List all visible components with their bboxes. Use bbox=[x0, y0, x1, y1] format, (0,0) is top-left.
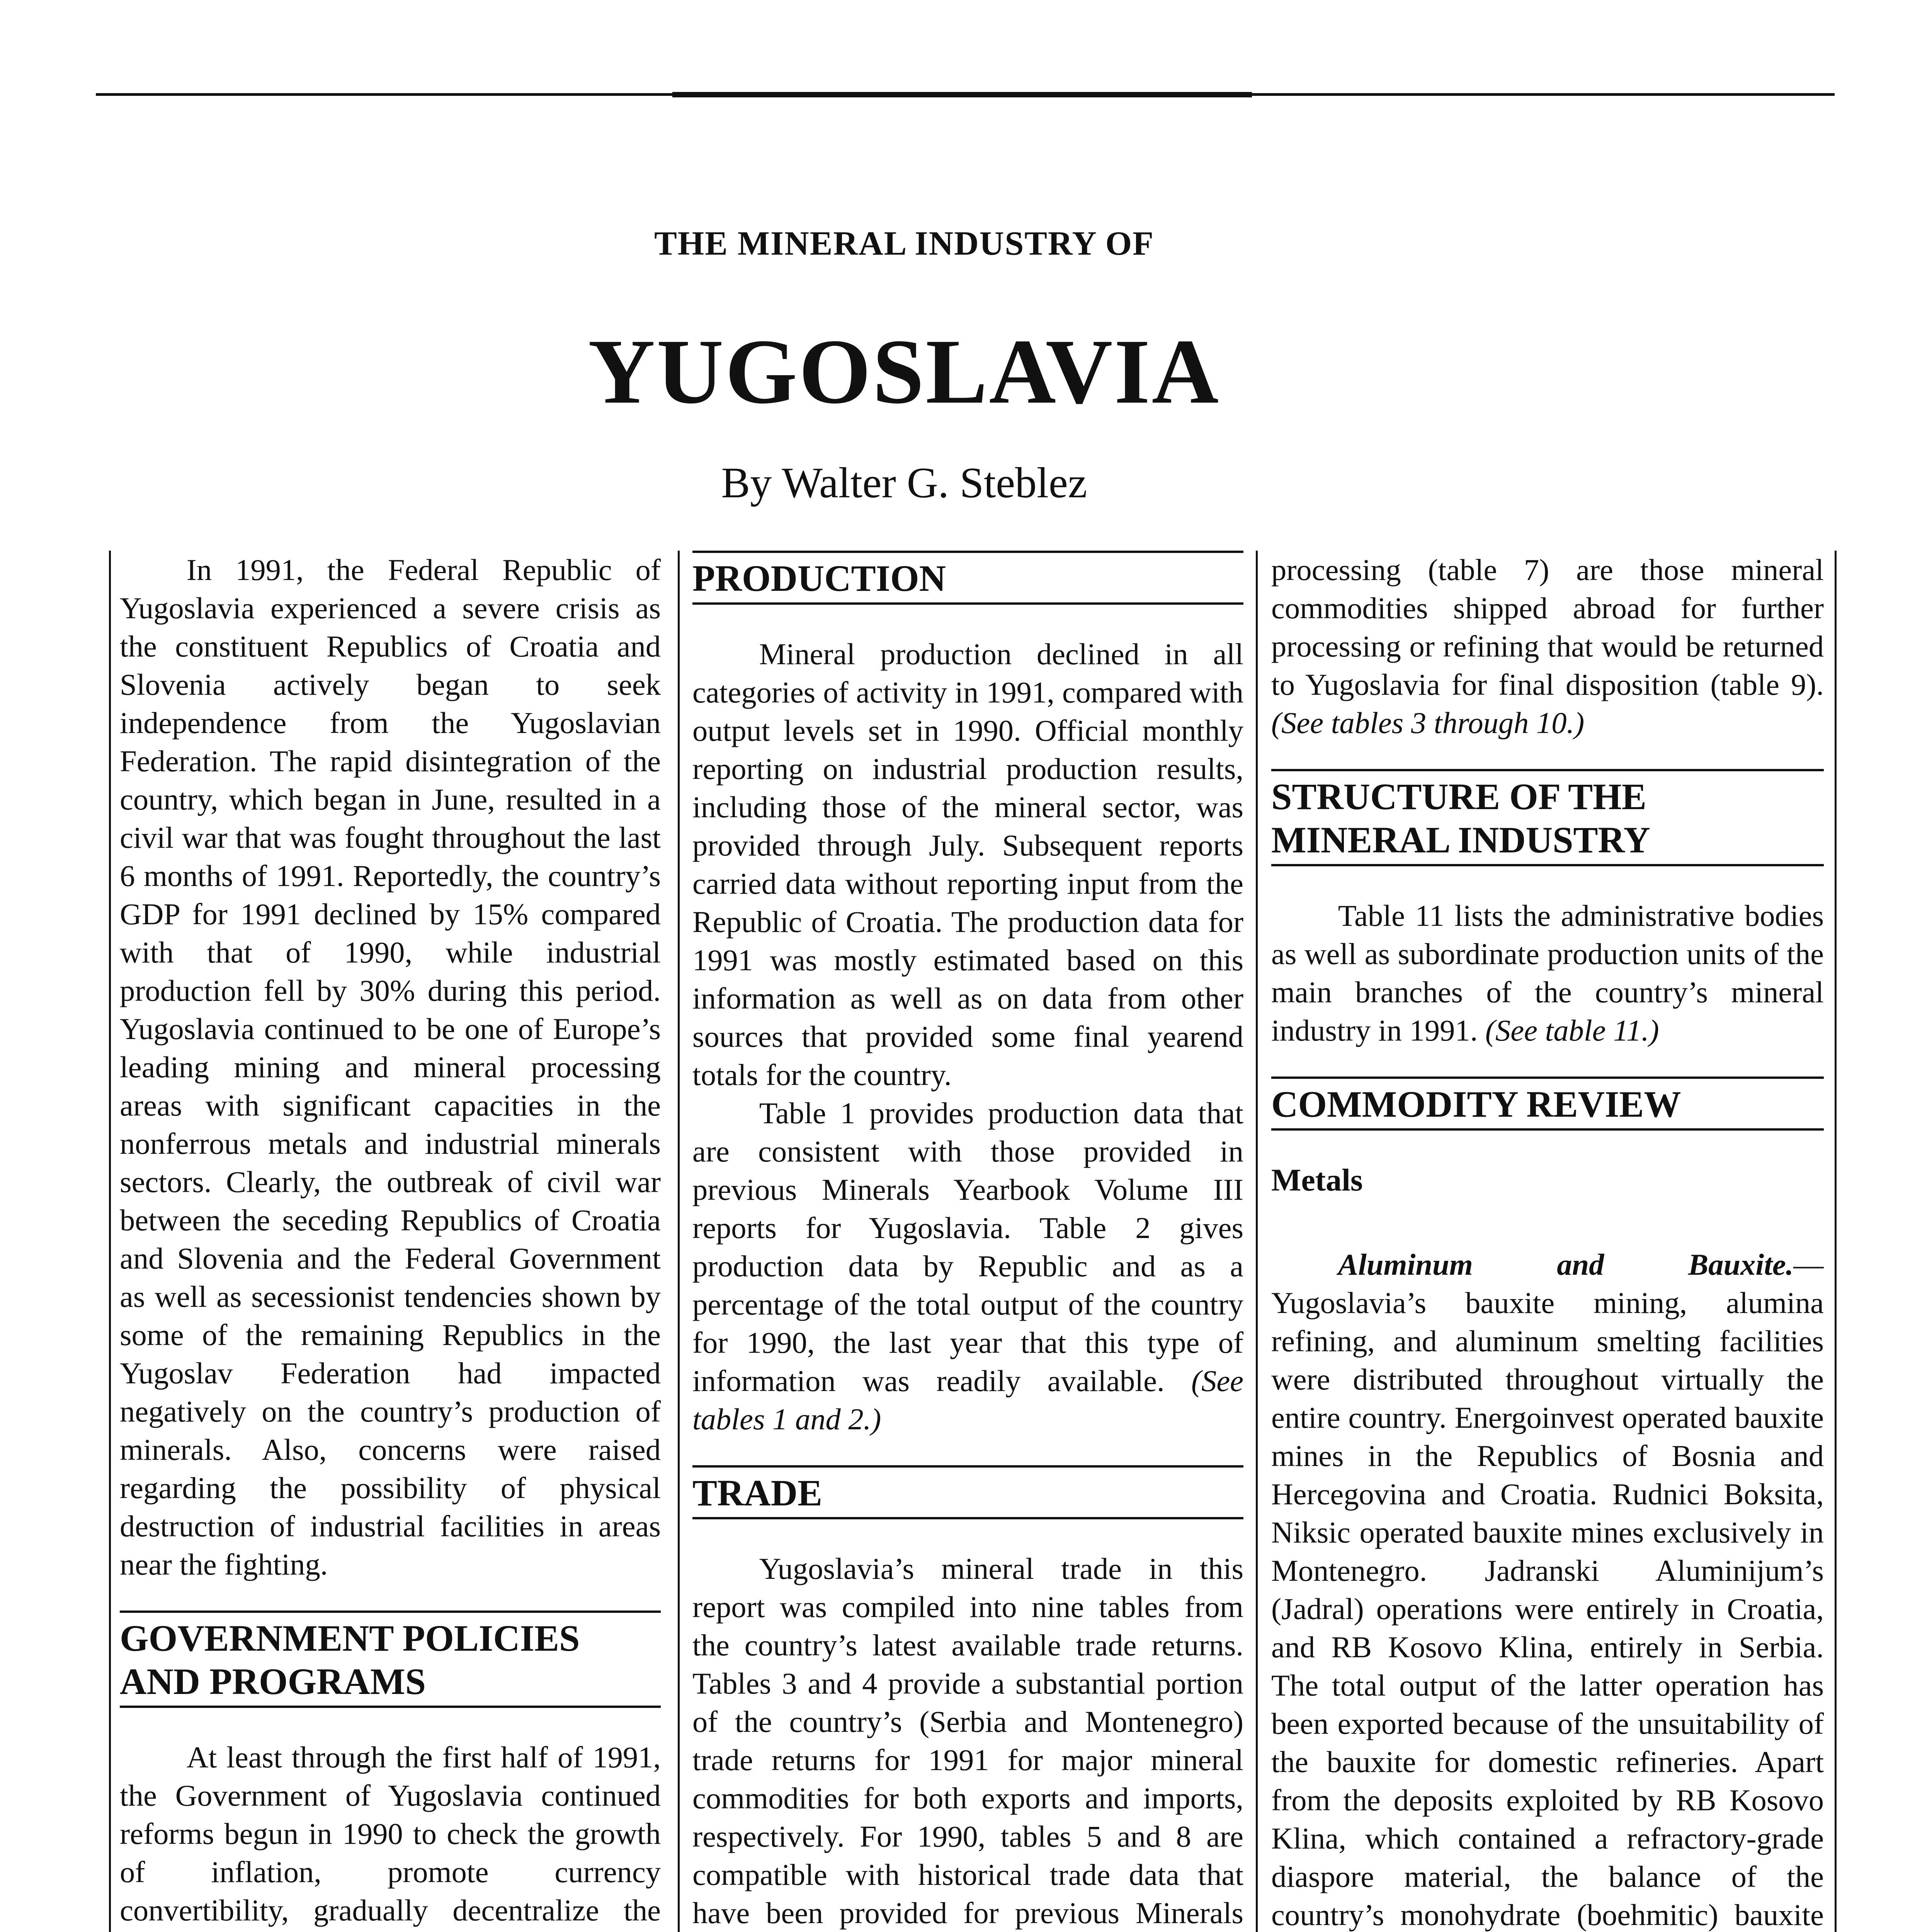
column-2 bbox=[692, 551, 1243, 1932]
table-reference: (See tables 1 and 2.) bbox=[692, 1364, 1243, 1436]
aluminum-paragraph: Aluminum and Bauxite.—Yugoslavia’s bauxite mining, alumina refining, and aluminum smelting facilities were distributed throughout virtually the entire country. Energoinvest operated bauxite mines in the Republics of Bosnia and Hercegovina and Croatia. Rudnici Boksita, Niksic operated bauxite mines exclusively in Montenegro. Jadranski Aluminijum’s (Jadral) operations were entirely in Croatia, and RB Kosovo Klina, entirely in Serbia. The total output of the latter operation has been exported because of the unsuitability of the bauxite for domestic refineries. Apart from the deposits exploited by RB Kosovo Klina, which contained a refractory-grade diaspore material, the balance of the country’s monohydrate (boehmitic) bauxite bbox=[1271, 1248, 1824, 1932]
table-reference: (See table 11.) bbox=[1485, 1014, 1659, 1047]
section-heading-government: GOVERNMENT POLICIES AND PROGRAMS bbox=[120, 1611, 661, 1708]
column-rule-left bbox=[109, 551, 111, 1932]
kicker: THE MINERAL INDUSTRY OF bbox=[654, 225, 1154, 262]
section-heading-production: PRODUCTION bbox=[692, 551, 1243, 605]
column-rule-2 bbox=[1256, 551, 1258, 1932]
column-rule-right bbox=[1835, 551, 1837, 1932]
page-title: YUGOSLAVIA bbox=[588, 320, 1220, 423]
production-paragraph-2: Table 1 provides production data that are consistent with those provided in previous Minerals Yearbook Volume III reports for Yugoslavia. Table 2 gives production data by Republic and as a percentage of the total output of the country for 1990, the last year that this type of information was readily available. (See tables 1 and 2.) bbox=[692, 1096, 1243, 1436]
production-paragraph-1: Mineral production declined in all categories of activity in 1991, compared with output levels set in 1990. Official monthly reporting on industrial production results, including those of the mineral sector, was provided through July. Subsequent reports carried data without reporting input from the Republic of Croatia. The production data for 1991 was mostly estimated based on this information as well as on data from other sources that provided some final yearend totals for the country. bbox=[692, 637, 1243, 1092]
structure-paragraph: Table 11 lists the administrative bodies as well as subordinate production units of the main branches of the country’s mineral industry in 1991. (See table 11.) bbox=[1271, 899, 1824, 1047]
section-heading-trade: TRADE bbox=[692, 1465, 1243, 1519]
article-header bbox=[556, 216, 1252, 508]
subheading-metals: Metals bbox=[1271, 1162, 1363, 1197]
intro-paragraph: In 1991, the Federal Republic of Yugoslavia experienced a severe crisis as the constituent Republics of Croatia and Slovenia actively began to seek independence from the Yugoslavian Federation. The rapid disintegration of the country, which began in June, resulted in a civil war that was fought throughout the last 6 months of 1991. Reportedly, the country’s GDP for 1991 declined by 15% compared with that of 1990, while industrial production fell by 30% during this period. Yugoslavia continued to be one of Europe’s leading mining and mineral processing areas with significant capacities in the nonferrous metals and industrial minerals sectors. Clearly, the outbreak of civil war between the seceding Republics of Croatia and Slovenia and the Federal Government as well as secessionist tendencies shown by some of the remaining Republics in the Yugoslav Federation had impacted negatively on the country’s production of minerals. Also, concerns were raised regarding the possibility of physical destruction of industrial facilities in areas near the fighting. bbox=[120, 553, 661, 1581]
column-1 bbox=[120, 551, 661, 1932]
byline: By Walter G. Steblez bbox=[721, 459, 1087, 507]
section-heading-commodity: COMMODITY REVIEW bbox=[1271, 1077, 1824, 1131]
trade-continuation-paragraph: processing (table 7) are those mineral commodities shipped abroad for further processing or refining that would be returned to Yugoslavia for final disposition (table 9). (See tables 3 through 10.) bbox=[1271, 553, 1824, 740]
column-rule-1 bbox=[678, 551, 680, 1932]
column-3 bbox=[1271, 551, 1824, 1932]
government-paragraph: At least through the first half of 1991, the Government of Yugoslavia continued reforms begun in 1990 to check the growth of inflation, promote currency convertibility, gradually decentralize the bbox=[120, 1740, 661, 1927]
table-reference: (See tables 3 through 10.) bbox=[1271, 706, 1585, 740]
section-heading-structure: STRUCTURE OF THE MINERAL INDUSTRY bbox=[1271, 769, 1824, 866]
runin-heading-aluminum: Aluminum and Bauxite. bbox=[1338, 1248, 1794, 1281]
top-rule-accent bbox=[672, 92, 1252, 97]
trade-paragraph: Yugoslavia’s mineral trade in this report was compiled into nine tables from the country’s latest available trade returns. Tables 3 and 4 provide a substantial portion of the country’s (Serbia and Montenegro) trade returns for 1991 for major mineral commodities for both exports and imports, respectively. For 1990, tables 5 and 8 are compatible with historical trade data that have been provided for previous Minerals bbox=[692, 1552, 1243, 1930]
